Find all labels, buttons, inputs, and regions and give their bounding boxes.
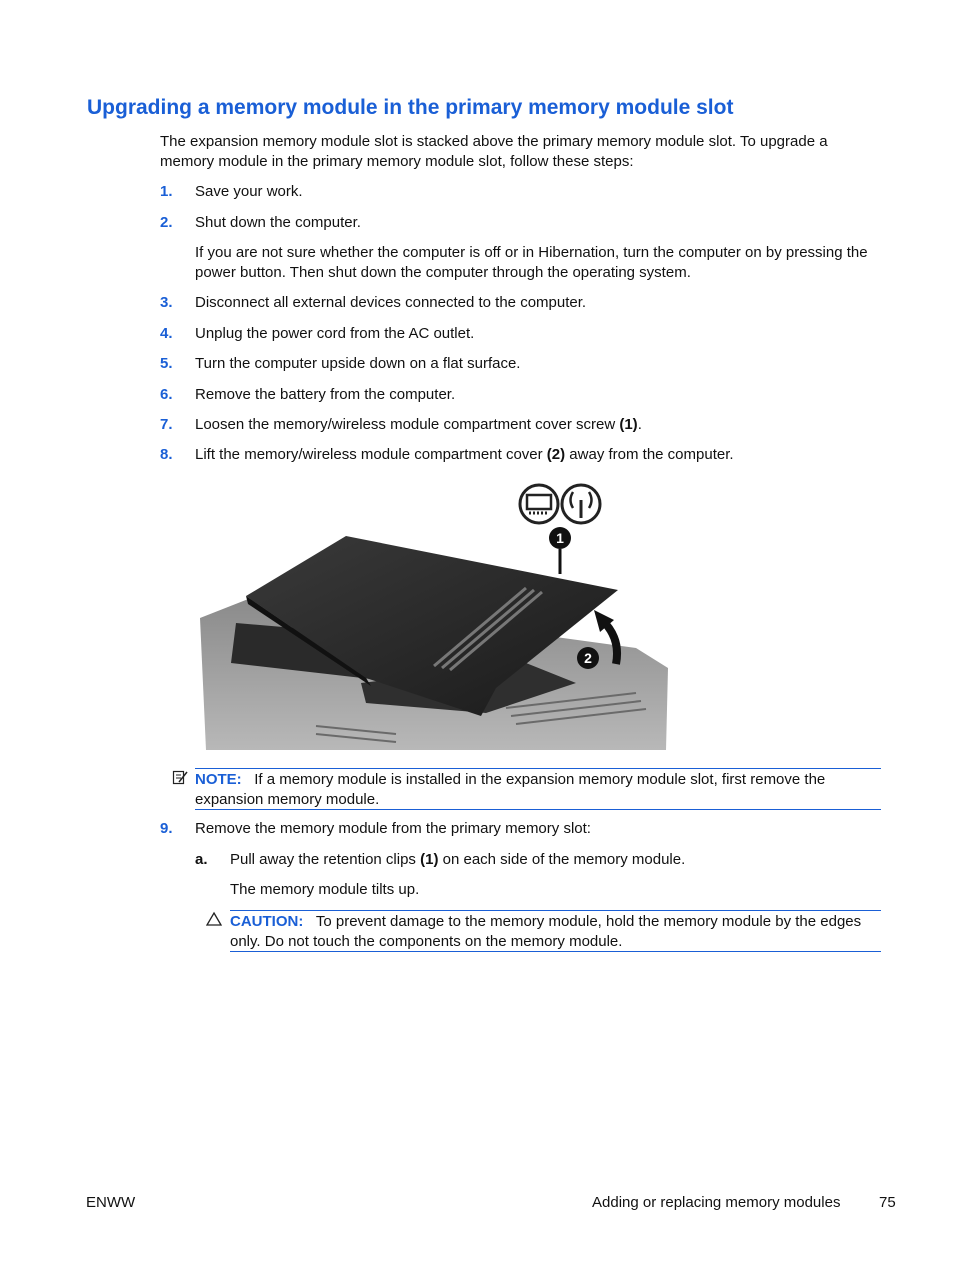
substep-text-part: on each side of the memory module. [438,851,686,868]
step-number: 6. [160,386,173,403]
step-number: 8. [160,446,173,463]
step-text [195,415,885,435]
section-heading: Upgrading a memory module in the primary memory module slot [87,96,734,119]
caution-box [230,910,881,952]
intro-paragraph: The expansion memory module slot is stacked above the primary memory module slot. To upgrade a memory module in the primary memory module slot, follow these steps: [160,133,828,170]
step-text: Unplug the power cord from the AC outlet. [195,325,475,342]
note-label: NOTE: [195,771,242,788]
callout-2 [577,647,599,669]
callout-reference: (1) [420,851,439,868]
note-icon [172,769,188,785]
step-number: 3. [160,294,173,311]
step-text-part: away from the computer. [565,446,734,463]
step-text: Remove the battery from the computer. [195,386,456,403]
callout-reference: (2) [546,446,566,463]
note-text: If a memory module is installed in the expansion memory module slot, first remove the expansion memory module. [195,771,826,808]
step-number: 4. [160,325,173,342]
footer-section-title: Adding or replacing memory modules [592,1194,841,1211]
substep-letter: a. [195,851,208,868]
memory-module-icon [520,485,558,523]
note-paragraph [195,770,881,810]
step-number: 1. [160,183,173,200]
substep-detail: The memory module tilts up. [230,881,420,898]
note-box [195,768,881,810]
step-text-part: Lift the memory/wireless module compartment cover [195,446,547,463]
step-2-detail: If you are not sure whether the computer is off or in Hibernation, turn the computer on by pressing the power button. Then shut down the computer through the operating system. [195,244,868,281]
caution-text: To prevent damage to the memory module, hold the memory module by the edges only. Do not touch the components on the memory module. [230,913,862,950]
step-text: Shut down the computer. [195,214,361,231]
step-number: 5. [160,355,173,372]
step-number: 9. [160,820,173,837]
callout-2-label: 2 [584,650,592,666]
callout-1-label: 1 [556,530,564,546]
substep-text [230,850,885,870]
step-text: Disconnect all external devices connected to the computer. [195,294,587,311]
step-text: Save your work. [195,183,303,200]
substep-text-part: Pull away the retention clips [230,851,421,868]
callout-reference: (1) [619,416,638,433]
step-number: 2. [160,214,173,231]
wireless-icon [562,485,600,523]
step-text: Remove the memory module from the primary memory slot: [195,820,591,837]
step-text-part: . [637,416,642,433]
caution-label: CAUTION: [230,913,304,930]
step-text [195,445,885,465]
callout-1 [549,527,571,574]
footer-left-label: ENWW [86,1194,136,1211]
caution-triangle-icon [206,911,222,927]
step-text-part: Loosen the memory/wireless module compartment cover screw [195,416,620,433]
step-number: 7. [160,416,173,433]
compartment-cover-illustration [196,478,674,760]
footer-page-number: 75 [879,1194,896,1211]
step-text: Turn the computer upside down on a flat surface. [195,355,521,372]
caution-paragraph [230,912,881,952]
